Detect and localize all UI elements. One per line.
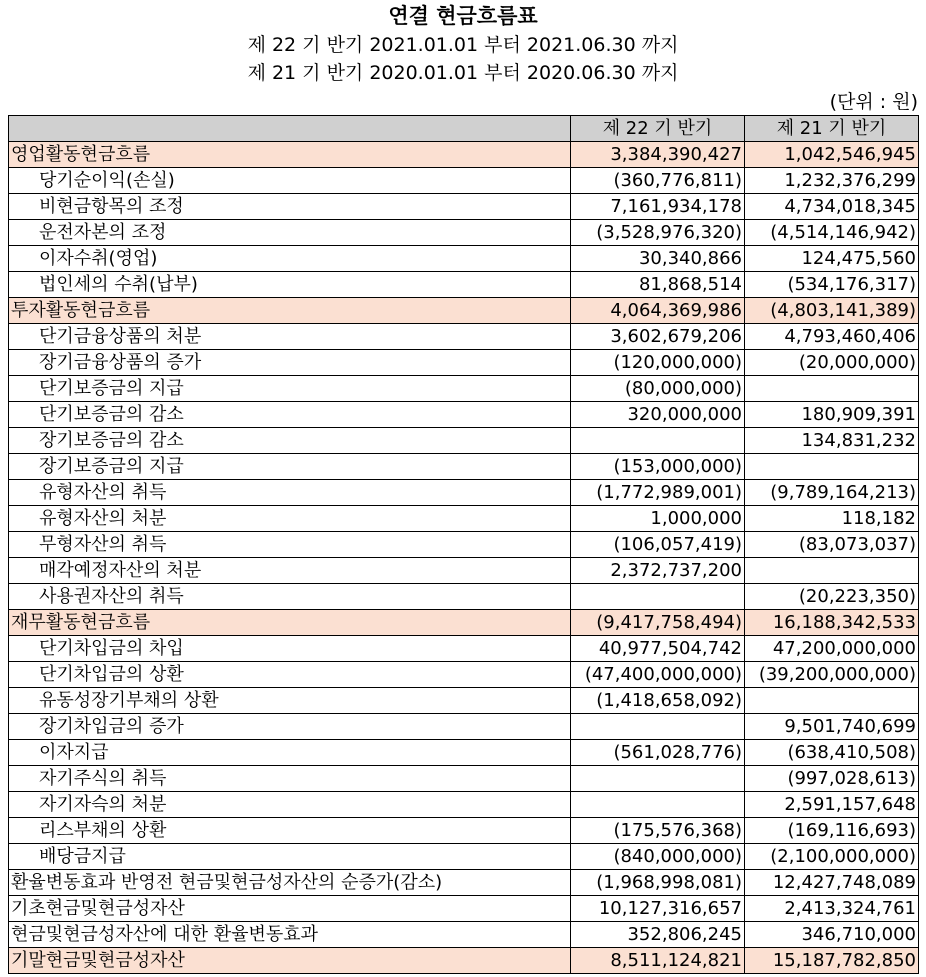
row-prior-value: 2,591,157,648 (745, 792, 919, 818)
row-prior-value: (4,514,146,942) (745, 220, 919, 246)
row-prior-value (745, 558, 919, 584)
row-prior-value (745, 454, 919, 480)
row-label: 단기차입금의 상환 (9, 662, 571, 688)
row-prior-value: 118,182 (745, 506, 919, 532)
unit-label: (단위 : 원) (829, 91, 918, 113)
row-current-value: (360,776,811) (571, 168, 745, 194)
row-prior-value: 16,188,342,533 (745, 610, 919, 636)
row-current-value: 3,602,679,206 (571, 324, 745, 350)
row-label: 장기보증금의 감소 (9, 428, 571, 454)
row-label: 유형자산의 처분 (9, 506, 571, 532)
header-current-period: 제 22 기 반기 (571, 116, 745, 142)
row-label: 무형자산의 취득 (9, 532, 571, 558)
table-row (9, 610, 919, 636)
row-current-value: (80,000,000) (571, 376, 745, 402)
row-prior-value: (4,803,141,389) (745, 298, 919, 324)
row-label: 단기차입금의 차입 (9, 636, 571, 662)
row-prior-value: (534,176,317) (745, 272, 919, 298)
row-current-value: (106,057,419) (571, 532, 745, 558)
row-current-value: 1,000,000 (571, 506, 745, 532)
table-row (9, 350, 919, 376)
row-prior-value: (20,000,000) (745, 350, 919, 376)
period-current: 제 22 기 반기 2021.01.01 부터 2021.06.30 까지 (247, 34, 679, 56)
row-current-value: (561,028,776) (571, 740, 745, 766)
row-prior-value: 47,200,000,000 (745, 636, 919, 662)
row-prior-value: (20,223,350) (745, 584, 919, 610)
header-prior-period: 제 21 기 반기 (745, 116, 919, 142)
row-current-value: 81,868,514 (571, 272, 745, 298)
statement-title: 연결 현금흐름표 (388, 4, 538, 28)
cash-flow-table (8, 115, 919, 974)
row-label: 단기보증금의 감소 (9, 402, 571, 428)
row-current-value: (1,772,989,001) (571, 480, 745, 506)
row-current-value: 352,806,245 (571, 922, 745, 948)
table-row (9, 246, 919, 272)
row-label: 법인세의 수취(납부) (9, 272, 571, 298)
row-current-value: 2,372,737,200 (571, 558, 745, 584)
table-row (9, 740, 919, 766)
row-current-value: (175,576,368) (571, 818, 745, 844)
row-label: 운전자본의 조정 (9, 220, 571, 246)
table-row (9, 272, 919, 298)
table-row (9, 792, 919, 818)
row-label: 장기보증금의 지급 (9, 454, 571, 480)
row-current-value (571, 584, 745, 610)
table-row (9, 506, 919, 532)
row-current-value: (1,418,658,092) (571, 688, 745, 714)
row-prior-value (745, 688, 919, 714)
row-current-value: (9,417,758,494) (571, 610, 745, 636)
table-row (9, 324, 919, 350)
period-prior: 제 21 기 반기 2020.01.01 부터 2020.06.30 까지 (247, 62, 679, 84)
table-row (9, 766, 919, 792)
table-header-row (9, 116, 919, 142)
row-current-value: (120,000,000) (571, 350, 745, 376)
row-label: 환율변동효과 반영전 현금및현금성자산의 순증가(감소) (9, 870, 571, 896)
table-row (9, 480, 919, 506)
row-label: 사용권자산의 취득 (9, 584, 571, 610)
table-row (9, 870, 919, 896)
row-current-value: (153,000,000) (571, 454, 745, 480)
table-row (9, 896, 919, 922)
row-label: 단기금융상품의 처분 (9, 324, 571, 350)
row-prior-value: 134,831,232 (745, 428, 919, 454)
table-row (9, 714, 919, 740)
row-prior-value: (83,073,037) (745, 532, 919, 558)
row-prior-value: 1,232,376,299 (745, 168, 919, 194)
row-label: 당기순이익(손실) (9, 168, 571, 194)
table-row (9, 922, 919, 948)
row-prior-value: 12,427,748,089 (745, 870, 919, 896)
table-row (9, 688, 919, 714)
table-row (9, 194, 919, 220)
table-row (9, 662, 919, 688)
row-prior-value: 180,909,391 (745, 402, 919, 428)
row-current-value: 4,064,369,986 (571, 298, 745, 324)
table-row (9, 428, 919, 454)
row-current-value (571, 792, 745, 818)
row-current-value (571, 428, 745, 454)
row-prior-value: (997,028,613) (745, 766, 919, 792)
row-label: 영업활동현금흐름 (9, 142, 571, 168)
row-current-value (571, 766, 745, 792)
table-row (9, 948, 919, 974)
row-label: 기초현금및현금성자산 (9, 896, 571, 922)
row-prior-value: 2,413,324,761 (745, 896, 919, 922)
row-prior-value: 9,501,740,699 (745, 714, 919, 740)
row-label: 배당금지급 (9, 844, 571, 870)
row-prior-value: (2,100,000,000) (745, 844, 919, 870)
row-prior-value: (638,410,508) (745, 740, 919, 766)
table-row (9, 584, 919, 610)
row-prior-value: 346,710,000 (745, 922, 919, 948)
table-body (9, 142, 919, 974)
row-current-value: (1,968,998,081) (571, 870, 745, 896)
row-current-value: 7,161,934,178 (571, 194, 745, 220)
row-label: 이자지급 (9, 740, 571, 766)
row-prior-value (745, 376, 919, 402)
row-current-value: 8,511,124,821 (571, 948, 745, 974)
table-row (9, 142, 919, 168)
row-label: 현금및현금성자산에 대한 환율변동효과 (9, 922, 571, 948)
table-row (9, 454, 919, 480)
row-current-value: (840,000,000) (571, 844, 745, 870)
table-row (9, 168, 919, 194)
row-current-value: 320,000,000 (571, 402, 745, 428)
row-label: 기말현금및현금성자산 (9, 948, 571, 974)
row-current-value: 40,977,504,742 (571, 636, 745, 662)
table-row (9, 376, 919, 402)
table-row (9, 402, 919, 428)
row-prior-value: (39,200,000,000) (745, 662, 919, 688)
row-prior-value: 4,734,018,345 (745, 194, 919, 220)
row-current-value (571, 714, 745, 740)
table-row (9, 298, 919, 324)
row-current-value: 3,384,390,427 (571, 142, 745, 168)
row-label: 자기자슥의 처분 (9, 792, 571, 818)
row-current-value: 30,340,866 (571, 246, 745, 272)
row-label: 매각예정자산의 처분 (9, 558, 571, 584)
row-label: 장기차입금의 증가 (9, 714, 571, 740)
row-label: 단기보증금의 지급 (9, 376, 571, 402)
row-label: 비현금항목의 조정 (9, 194, 571, 220)
row-label: 유동성장기부채의 상환 (9, 688, 571, 714)
row-prior-value: 1,042,546,945 (745, 142, 919, 168)
row-label: 자기주식의 취득 (9, 766, 571, 792)
table-row (9, 636, 919, 662)
row-prior-value: (169,116,693) (745, 818, 919, 844)
row-current-value: (47,400,000,000) (571, 662, 745, 688)
row-label: 유형자산의 취득 (9, 480, 571, 506)
row-prior-value: 4,793,460,406 (745, 324, 919, 350)
row-label: 이자수취(영업) (9, 246, 571, 272)
header-label-cell (9, 116, 571, 142)
row-current-value: 10,127,316,657 (571, 896, 745, 922)
row-prior-value: (9,789,164,213) (745, 480, 919, 506)
table-row (9, 220, 919, 246)
row-prior-value: 15,187,782,850 (745, 948, 919, 974)
row-label: 리스부채의 상환 (9, 818, 571, 844)
row-label: 장기금융상품의 증가 (9, 350, 571, 376)
row-prior-value: 124,475,560 (745, 246, 919, 272)
row-label: 재무활동현금흐름 (9, 610, 571, 636)
table-row (9, 844, 919, 870)
table-row (9, 818, 919, 844)
table-row (9, 532, 919, 558)
table-row (9, 558, 919, 584)
row-current-value: (3,528,976,320) (571, 220, 745, 246)
row-label: 투자활동현금흐름 (9, 298, 571, 324)
